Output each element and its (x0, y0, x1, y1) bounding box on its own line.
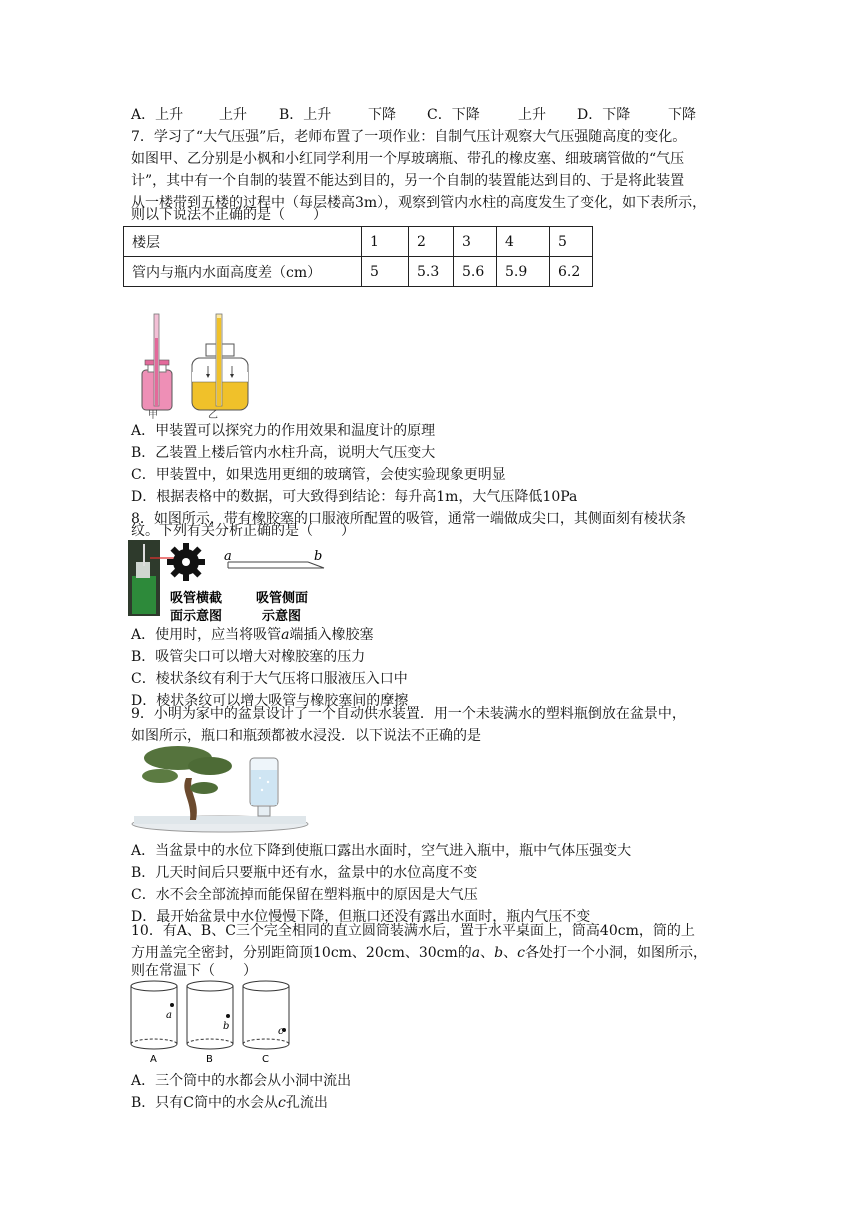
separator: 、 (503, 945, 518, 961)
cylinder-a-label: A (150, 1054, 157, 1065)
table-cell: 5 (362, 257, 409, 287)
q9-option-d: D．最开始盆景中水位慢慢下降，但瓶口还没有露出水面时，瓶内气压不变 (131, 909, 591, 925)
hole-a-mark: a (166, 1010, 172, 1021)
q6-option-a: A．上升 (131, 107, 184, 123)
hole-b-label: b (494, 945, 504, 961)
q10-stem-line-1: 10．有A、B、C三个完全相同的直立圆筒装满水后，置于水平桌面上，筒高40cm，筒的上 (131, 923, 695, 939)
caption-cross-section-2: 面示意图 (170, 609, 223, 624)
q8-straw-figure (128, 540, 348, 626)
q7-option-c: C．甲装置中，如果选用更细的玻璃管，会使实验现象更明显 (131, 467, 506, 483)
q7-option-a: A．甲装置可以探究力的作用效果和温度计的原理 (131, 423, 436, 439)
q6-option-a-second: 上升 (219, 107, 247, 123)
q7-data-table (123, 226, 593, 287)
q7-stem-line-4: 从一楼带到五楼的过程中（每层楼高3m），观察到管内水柱的高度发生了变化，如下表所示， (131, 195, 707, 211)
separator: 、 (480, 945, 495, 961)
q7-stem-line-5: 则以下说法不正确的是（ ） (131, 207, 327, 223)
figure-label-jia: 甲 (148, 410, 158, 420)
q10-stem-text: 各处打一个小洞，如图所示， (524, 945, 707, 961)
table-row (124, 227, 593, 257)
q9-option-c: C．水不会全部流掉而能保留在塑料瓶中的原因是大气压 (131, 887, 478, 903)
hole-c-mark: c (278, 1026, 284, 1037)
q10-stem-line-3: 则在常温下（ ） (131, 963, 257, 979)
q7-stem-line-1: 7．学习了“大气压强”后，老师布置了一项作业：自制气压计观察大气压强随高度的变化。 (131, 129, 687, 145)
q10-cylinders-figure (128, 978, 304, 1070)
q10-stem-text: 方用盖完全密封，分别距筒顶10cm、20cm、30cm的 (131, 945, 472, 961)
q10-option-b-text: B．只有C筒中的水会从 (131, 1095, 278, 1111)
q7-option-b: B．乙装置上楼后管内水柱升高，说明大气压变大 (131, 445, 436, 461)
q8-option-a (131, 624, 373, 646)
table-row (124, 257, 593, 287)
q6-option-b-second: 下降 (368, 107, 396, 123)
q7-stem-line-2: 如图甲、乙分别是小枫和小红同学利用一个厚玻璃瓶、带孔的橡皮塞、细玻璃管做的“气压 (131, 151, 685, 167)
table-cell: 5.6 (454, 257, 497, 287)
q6-option-d: D．下降 (577, 107, 631, 123)
table-cell: 楼层 (124, 227, 362, 257)
q8-option-a-text: A．使用时，应当将吸管 (131, 627, 282, 643)
q6-option-b: B．上升 (279, 107, 332, 123)
table-cell: 3 (454, 227, 497, 257)
table-cell: 4 (497, 227, 550, 257)
q10-option-b-var: c (278, 1095, 286, 1111)
q6-option-c-second: 上升 (518, 107, 546, 123)
table-cell: 1 (362, 227, 409, 257)
q9-stem-line-2: 如图所示，瓶口和瓶颈都被水浸没．以下说法不正确的是 (131, 728, 481, 744)
q7-barometer-figure (128, 308, 258, 420)
q9-option-a: A．当盆景中的水位下降到使瓶口露出水面时，空气进入瓶中，瓶中气体压强变大 (131, 843, 632, 859)
table-cell: 5.3 (409, 257, 454, 287)
q8-option-c: C．棱状条纹有利于大气压将口服液压入口中 (131, 671, 408, 687)
q10-option-a: A．三个筒中的水都会从小洞中流出 (131, 1073, 352, 1089)
q6-option-d-second: 下降 (668, 107, 696, 123)
hole-c-label: c (517, 945, 525, 961)
caption-cross-section-1: 吸管横截 (170, 591, 223, 606)
caption-side-2: 示意图 (262, 609, 302, 624)
q8-stem-line-1: 8．如图所示，带有橡胶塞的口服液所配置的吸管，通常一端做成尖口，其侧面刻有棱状条 (131, 511, 686, 527)
table-cell: 5 (550, 227, 593, 257)
caption-side-1: 吸管侧面 (256, 591, 309, 606)
table-cell: 管内与瓶内水面高度差（cm） (124, 257, 362, 287)
cylinder-c-label: C (262, 1054, 269, 1065)
q8-option-a-var: a (281, 627, 290, 643)
q9-option-b: B．几天时间后只要瓶中还有水，盆景中的水位高度不变 (131, 865, 478, 881)
q8-stem-line-2: 纹。下列有关分析正确的是（ ） (131, 523, 355, 539)
q10-option-b (131, 1092, 328, 1114)
straw-end-a-label: a (224, 549, 232, 564)
straw-end-b-label: b (314, 549, 323, 564)
q10-option-b-tail: 孔流出 (285, 1095, 328, 1111)
table-cell: 6.2 (550, 257, 593, 287)
q8-option-a-tail: 端插入橡胶塞 (289, 627, 374, 643)
hole-a-label: a (471, 945, 481, 961)
table-cell: 5.9 (497, 257, 550, 287)
q7-option-d: D．根据表格中的数据，可大致得到结论：每升高1m，大气压降低10Pa (131, 489, 578, 505)
hole-b-mark: b (223, 1021, 230, 1032)
table-cell: 2 (409, 227, 454, 257)
q9-bonsai-figure (130, 740, 310, 836)
q8-option-b: B．吸管尖口可以增大对橡胶塞的压力 (131, 649, 366, 665)
cylinder-b-label: B (206, 1054, 213, 1065)
q7-stem-line-3: 计”，其中有一个自制的装置不能达到目的，另一个自制的装置能达到目的、于是将此装置 (131, 173, 685, 189)
figure-label-yi: 乙 (208, 410, 218, 420)
q9-stem-line-1: 9．小明为家中的盆景设计了一个自动供水装置．用一个未装满水的塑料瓶倒放在盆景中， (131, 706, 686, 722)
q8-option-d: D．棱状条纹可以增大吸管与橡胶塞间的摩擦 (131, 693, 409, 709)
q6-option-c: C．下降 (427, 107, 480, 123)
